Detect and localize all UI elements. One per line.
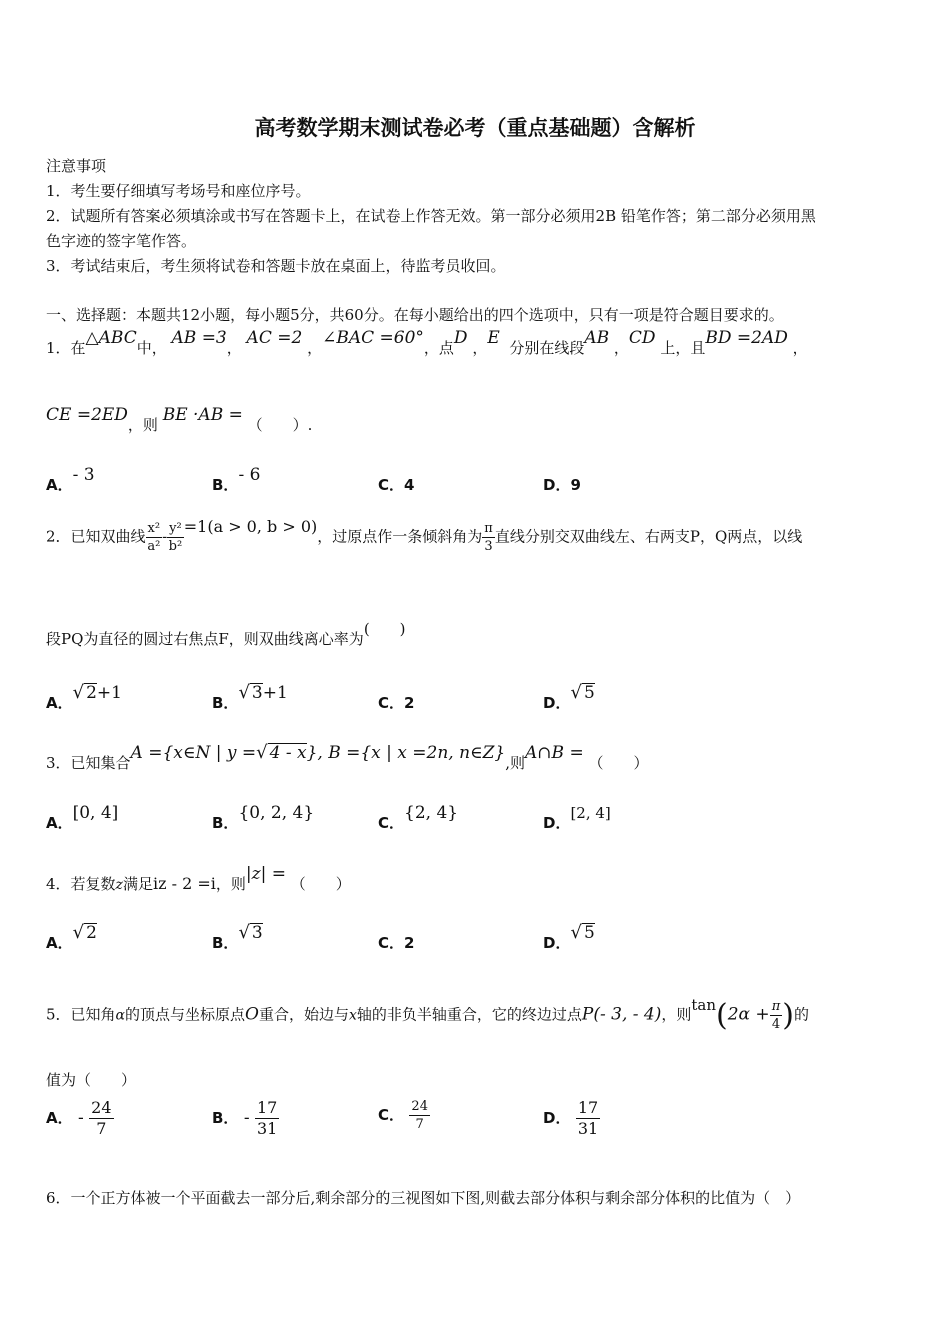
option-label: A． <box>46 934 73 952</box>
q3-intersection: A∩B = <box>525 743 584 763</box>
q1-option-c[interactable] <box>378 474 414 495</box>
question-3: 3．已知集合A ={x∈N | y =√ 4 - x}, B ={x | x =2n, n∈Z},则A∩B = （ ） <box>46 742 649 772</box>
q1-option-b[interactable] <box>212 465 261 495</box>
option-numerator: 24 <box>91 1098 112 1117</box>
q5-alpha: α <box>115 1007 126 1024</box>
q2-text: 2．已知双曲线 <box>46 527 146 546</box>
q1-text: ， <box>792 339 808 357</box>
option-numerator: 17 <box>577 1098 599 1117</box>
q5-text: ，则 <box>661 1005 692 1024</box>
option-label: C． <box>378 1106 405 1124</box>
option-label: B． <box>212 1109 239 1127</box>
q5-pi-over-4 <box>770 1000 783 1031</box>
option-value: 2 <box>86 923 97 943</box>
q2-option-b[interactable]: B．√ 3+1 <box>212 682 288 712</box>
q2-text: 直线分别交双曲线左、右两支P，Q两点，以线 <box>494 527 803 546</box>
option-value: - 6 <box>238 465 261 485</box>
option-label: A． <box>46 476 73 494</box>
option-value: 2 <box>86 683 97 703</box>
option-value: {2, 4} <box>404 803 459 823</box>
page-title: 高考数学期末测试卷必考（重点基础题）含解析 <box>254 116 696 140</box>
option-value: {0, 2, 4} <box>238 803 315 823</box>
q1-d: D <box>453 328 468 348</box>
q2-fraction-y <box>167 522 184 553</box>
q2-denominator: b² <box>168 539 183 554</box>
notes-item-1: 1．考生要仔细填写考场号和座位序号。 <box>46 182 311 200</box>
q2-minus: - <box>162 527 168 546</box>
option-label: C． <box>378 476 405 494</box>
q1-text: 中， <box>136 339 167 357</box>
q3-option-b[interactable] <box>212 803 315 833</box>
q5-option-b[interactable] <box>212 1100 279 1137</box>
question-4 <box>46 864 351 894</box>
option-denominator: 31 <box>257 1119 278 1138</box>
q3-text: 3．已知集合 <box>46 754 131 772</box>
option-value: 2 <box>404 934 415 952</box>
option-value: 3 <box>251 683 263 703</box>
q4-text: 4．若复数 <box>46 875 116 893</box>
question-1 <box>46 328 808 358</box>
q2-option-c[interactable] <box>378 692 414 713</box>
option-value: 5 <box>583 683 595 703</box>
q2-numerator: x² <box>147 521 161 536</box>
q3-set-a: A ={x∈N | y = <box>130 743 257 763</box>
option-label: C． <box>378 934 405 952</box>
option-label: A． <box>46 814 73 832</box>
q1-bd: BD =2AD <box>705 328 788 348</box>
section-heading: 一、选择题：本题共12小题，每小题5分，共60分。在每小题给出的四个选项中，只有一项是符合题目要求的。 <box>46 306 784 324</box>
option-label: A． <box>46 694 73 712</box>
q4-option-a[interactable]: A．√ 2 <box>46 922 97 952</box>
q2-three: 3 <box>482 537 495 553</box>
option-value: +1 <box>96 683 122 703</box>
q5-inner: 2α + <box>727 1004 770 1025</box>
option-fraction <box>409 1100 430 1131</box>
option-label: C． <box>378 814 405 832</box>
option-value: 9 <box>570 476 581 494</box>
question-2-cont <box>46 620 406 649</box>
q5-text: 重合，始边与 <box>258 1005 349 1024</box>
q4-equation: iz - 2 =i <box>152 874 216 893</box>
option-numerator: 17 <box>257 1098 278 1117</box>
q1-ac: AC =2 <box>246 328 303 348</box>
q1-text: ， <box>472 339 488 357</box>
option-denominator: 31 <box>577 1119 599 1138</box>
option-value: 3 <box>251 923 263 943</box>
q1-seg-ab: AB <box>584 328 610 348</box>
notes-item-3: 3．考试结束后，考生须将试卷和答题卡放在桌面上，待监考员收回。 <box>46 257 506 275</box>
q1-option-a[interactable] <box>46 465 95 495</box>
q1-ce: CE =2ED <box>46 405 128 425</box>
q1-text: 1．在 <box>46 339 86 357</box>
q1-text: 上，且 <box>660 339 706 357</box>
q3-set-b: }, B ={x | x =2n, n∈Z} <box>306 743 506 763</box>
option-label: B． <box>212 694 239 712</box>
q3-option-d[interactable] <box>543 804 611 833</box>
option-value: 2 <box>404 694 415 712</box>
q1-text: 分别在线段 <box>509 339 585 357</box>
q5-x: x <box>348 1007 357 1024</box>
option-label: B． <box>212 934 239 952</box>
q1-dot-product: BE ·AB = <box>162 405 243 425</box>
q5-text: 轴的非负半轴重合，它的终边过点 <box>356 1005 582 1024</box>
question-5 <box>46 995 809 1033</box>
option-sign: - <box>243 1108 250 1128</box>
q4-option-b[interactable]: B．√ 3 <box>212 922 263 952</box>
q4-text: 满足 <box>122 875 153 893</box>
q1-text: ，则 <box>127 416 158 434</box>
q5-text: 的 <box>793 1005 809 1024</box>
question-5-cont: 值为（ ） <box>46 1071 137 1089</box>
q2-fraction-x <box>146 522 163 553</box>
q5-tan: tan <box>691 995 717 1014</box>
option-denominator: 7 <box>96 1119 107 1138</box>
q1-angle: ∠BAC =60° <box>322 328 424 348</box>
q5-right-paren: ) <box>782 998 794 1033</box>
q1-option-d[interactable] <box>543 474 581 495</box>
question-6: 6．一个正方体被一个平面截去一部分后,剩余部分的三视图如下图,则截去部分体积与剩余部分体积的比值为（ ） <box>46 1189 801 1207</box>
option-label: D． <box>543 694 571 712</box>
q1-text: （ ）. <box>247 416 313 434</box>
q2-angle <box>482 522 495 553</box>
q2-paren: ( ) <box>363 620 406 638</box>
q4-abs: |z| = <box>245 864 286 884</box>
q5-pi: π <box>771 999 781 1014</box>
q4-text: ，则 <box>215 875 246 893</box>
option-fraction <box>576 1100 600 1137</box>
q5-option-d[interactable] <box>543 1100 600 1137</box>
q5-text: 的顶点与坐标原点 <box>125 1005 246 1024</box>
option-sign: - <box>78 1108 84 1128</box>
option-fraction <box>89 1100 113 1137</box>
option-numerator: 24 <box>411 1099 428 1114</box>
option-label: D． <box>543 814 571 832</box>
q2-pi: π <box>484 521 493 536</box>
q2-condition: =1(a > 0, b > 0) <box>183 516 318 536</box>
q4-option-c[interactable] <box>378 932 414 953</box>
q5-four: 4 <box>771 1017 781 1032</box>
q1-e: E <box>487 328 500 348</box>
question-1-cont <box>46 405 313 435</box>
q1-text: ， <box>226 339 242 357</box>
q2-option-d[interactable]: D．√ 5 <box>543 682 595 712</box>
q4-paren: （ ） <box>290 875 351 893</box>
q1-text: ，点 <box>423 339 454 357</box>
q1-ab: AB =3 <box>171 328 227 348</box>
option-value: 5 <box>583 923 595 943</box>
q5-origin: O <box>245 1004 259 1025</box>
option-label: C． <box>378 694 405 712</box>
option-label: B． <box>212 814 239 832</box>
q3-option-a[interactable] <box>46 803 119 833</box>
option-label: D． <box>543 476 571 494</box>
option-denominator: 7 <box>415 1117 424 1132</box>
q3-text: ,则 <box>505 754 526 772</box>
q1-triangle: △ABC <box>85 328 137 348</box>
q4-option-d[interactable]: D．√ 5 <box>543 922 595 952</box>
option-fraction <box>255 1100 279 1137</box>
q2-option-a[interactable]: A．√ 2+1 <box>46 682 122 712</box>
q4-z: z <box>115 877 123 893</box>
option-label: A． <box>46 1109 73 1127</box>
option-label: D． <box>543 1109 571 1127</box>
option-value: [0, 4] <box>72 803 119 823</box>
q5-left-paren: ( <box>716 998 728 1033</box>
q2-numerator: y² <box>169 521 182 536</box>
q5-option-a[interactable] <box>46 1100 114 1137</box>
notes-heading: 注意事项 <box>46 157 107 175</box>
q1-text: ， <box>307 339 323 357</box>
q2-text: ，过原点作一条倾斜角为 <box>317 527 483 546</box>
q1-text: ， <box>613 339 629 357</box>
option-value: 4 <box>404 476 415 494</box>
q1-seg-cd: CD <box>628 328 656 348</box>
q2-denominator: a² <box>147 539 161 554</box>
option-label: D． <box>543 934 571 952</box>
notes-item-2-cont: 色字迹的签字笔作答。 <box>46 232 197 250</box>
q5-option-c[interactable] <box>378 1100 430 1131</box>
q5-point: P(- 3, - 4) <box>581 1004 662 1025</box>
option-label: B． <box>212 476 239 494</box>
q5-text: 5．已知角 <box>46 1005 116 1024</box>
notes-item-2: 2．试题所有答案必须填涂或书写在答题卡上，在试卷上作答无效。第一部分必须用2B 铅笔作答；第二部分必须用黑 <box>46 207 816 225</box>
question-2 <box>46 516 803 554</box>
q3-radicand: 4 - x <box>269 743 307 763</box>
q2-text: 段PQ为直径的圆过右焦点F，则双曲线离心率为 <box>46 630 364 648</box>
option-value: - 3 <box>72 465 95 485</box>
q3-paren: （ ） <box>588 754 649 772</box>
option-value: +1 <box>262 683 288 703</box>
option-value: [2, 4] <box>570 804 611 822</box>
q3-option-c[interactable] <box>378 803 459 833</box>
